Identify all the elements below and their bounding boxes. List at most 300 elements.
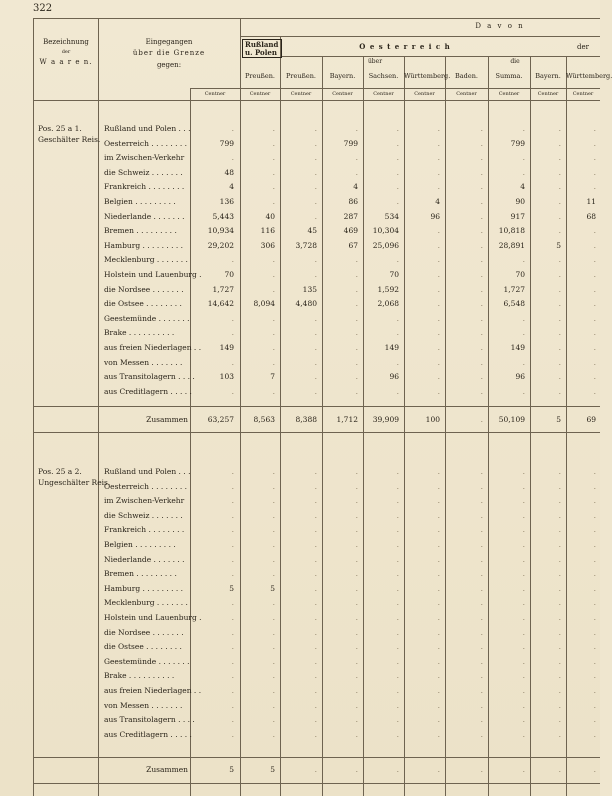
value-cell: .	[558, 540, 561, 549]
origin-label: Belgien . . . . . . . . .	[104, 197, 176, 206]
value-cell: 48	[224, 167, 234, 177]
value-cell: .	[522, 540, 525, 549]
total-label: Zusammen	[146, 765, 188, 774]
value-cell: .	[396, 583, 399, 593]
value-cell: 469	[343, 226, 358, 236]
total-cell: 63,257	[207, 415, 234, 424]
value-cell: .	[314, 496, 317, 506]
value-cell: 7	[270, 372, 275, 382]
origin-label: Hamburg . . . . . . . . .	[104, 240, 184, 250]
value-cell: .	[558, 182, 561, 192]
state-column-header: Württemberg.	[566, 72, 612, 80]
value-cell: .	[558, 211, 561, 221]
section-rule	[33, 432, 600, 433]
table-row	[0, 328, 600, 343]
origin-label: im Zwischen-Verkehr	[104, 496, 185, 506]
value-cell: .	[522, 729, 525, 739]
value-cell: .	[480, 481, 483, 491]
value-cell: .	[314, 386, 317, 396]
table-row	[0, 657, 600, 672]
origin-label: Niederlande . . . . . . .	[104, 211, 185, 221]
origin-label: die Schweiz . . . . . . .	[104, 510, 183, 520]
value-cell: .	[396, 613, 399, 622]
value-cell: .	[314, 583, 317, 593]
unit-label: Centner	[572, 91, 594, 97]
value-cell: .	[558, 686, 561, 695]
value-cell: .	[231, 255, 234, 265]
oesterreich-header: O e s t e r r e i c h	[359, 42, 451, 51]
value-cell: .	[437, 715, 440, 725]
unit-rule	[190, 88, 600, 89]
value-cell: .	[272, 386, 275, 396]
state-column-header: Summa.	[495, 72, 523, 80]
value-cell: .	[480, 313, 483, 323]
total-cell: 100	[425, 415, 440, 424]
table-row	[0, 598, 600, 613]
value-cell: .	[593, 138, 596, 148]
table-row	[0, 467, 600, 482]
value-cell: .	[480, 226, 483, 236]
table-row	[0, 285, 600, 300]
table-row	[0, 124, 600, 139]
value-cell: .	[314, 481, 317, 491]
value-cell: .	[593, 525, 596, 535]
value-cell: .	[558, 197, 561, 206]
value-cell: .	[480, 240, 483, 250]
value-cell: .	[437, 343, 440, 352]
value-cell: .	[593, 270, 596, 279]
value-cell: .	[437, 686, 440, 695]
value-cell: 149	[510, 343, 525, 352]
value-cell: .	[480, 583, 483, 593]
value-cell: .	[558, 372, 561, 382]
value-cell: .	[558, 642, 561, 652]
value-cell: .	[480, 328, 483, 338]
value-cell: .	[231, 540, 234, 549]
value-cell: .	[480, 270, 483, 279]
value-cell: .	[314, 270, 317, 279]
table-row	[0, 372, 600, 387]
value-cell: .	[558, 284, 561, 294]
value-cell: .	[480, 510, 483, 520]
section1-pos: Pos. 25 a 1.	[38, 124, 82, 133]
value-cell: .	[396, 510, 399, 520]
value-cell: .	[314, 182, 317, 192]
value-cell: .	[231, 467, 234, 476]
value-cell: .	[437, 386, 440, 396]
value-cell: .	[396, 124, 399, 133]
value-cell: .	[314, 255, 317, 265]
value-cell: .	[396, 167, 399, 177]
table-row	[0, 270, 600, 285]
table-row	[0, 613, 600, 628]
value-cell: .	[355, 642, 358, 652]
value-cell: .	[231, 598, 234, 608]
origin-label: Oesterreich . . . . . . . .	[104, 138, 188, 148]
value-cell: 25,096	[372, 240, 399, 250]
value-cell: .	[314, 540, 317, 549]
value-cell: .	[314, 569, 317, 579]
value-cell: .	[558, 328, 561, 338]
unit-label: Centner	[290, 91, 312, 97]
value-cell: .	[522, 715, 525, 725]
value-cell: .	[522, 569, 525, 579]
value-cell: .	[231, 386, 234, 396]
value-cell: 8,094	[253, 299, 275, 309]
value-cell: .	[522, 510, 525, 520]
value-cell: .	[272, 540, 275, 549]
value-cell: 5	[229, 583, 234, 593]
value-cell: 68	[586, 211, 596, 221]
value-cell: .	[522, 627, 525, 637]
value-cell: 6,548	[503, 299, 525, 309]
origin-label: aus Transitolagern . . . .	[104, 715, 195, 725]
value-cell: .	[355, 671, 358, 681]
value-cell: 4,480	[295, 299, 317, 309]
value-cell: .	[480, 386, 483, 396]
value-cell: .	[314, 313, 317, 323]
total-cell: .	[593, 765, 596, 774]
value-cell: .	[231, 124, 234, 133]
value-cell: .	[272, 182, 275, 192]
value-cell: .	[272, 700, 275, 710]
value-cell: .	[272, 197, 275, 206]
value-cell: .	[593, 313, 596, 323]
value-cell: .	[480, 153, 483, 163]
section2-title: Ungeschälter Reis.	[38, 477, 111, 487]
value-cell: .	[396, 525, 399, 535]
value-cell: .	[314, 343, 317, 352]
die-header: die	[510, 58, 520, 65]
value-cell: .	[593, 481, 596, 491]
value-cell: 1,727	[503, 284, 525, 294]
value-cell: .	[522, 613, 525, 622]
value-cell: .	[396, 328, 399, 338]
total-cell: 5	[556, 415, 561, 424]
value-cell: .	[272, 613, 275, 622]
value-cell: .	[480, 496, 483, 506]
value-cell: .	[396, 715, 399, 725]
value-cell: .	[314, 656, 317, 666]
value-cell: .	[314, 598, 317, 608]
origin-label: Niederlande . . . . . . .	[104, 554, 185, 564]
value-cell: .	[231, 627, 234, 637]
value-cell: .	[593, 598, 596, 608]
state-column-header: Baden.	[455, 72, 478, 80]
value-cell: .	[231, 686, 234, 695]
value-cell: .	[272, 598, 275, 608]
table-row	[0, 314, 600, 329]
value-cell: .	[522, 642, 525, 652]
value-cell: .	[593, 226, 596, 236]
value-cell: .	[437, 124, 440, 133]
value-cell: .	[480, 372, 483, 382]
origin-label: die Ostsee . . . . . . . .	[104, 299, 182, 309]
value-cell: .	[314, 671, 317, 681]
value-cell: .	[593, 284, 596, 294]
value-cell: .	[355, 569, 358, 579]
value-cell: 1,592	[377, 284, 399, 294]
value-cell: .	[437, 613, 440, 622]
value-cell: 4	[353, 182, 358, 192]
value-cell: 5	[556, 240, 561, 250]
value-cell: .	[355, 124, 358, 133]
value-cell: 799	[343, 138, 358, 148]
value-cell: .	[437, 700, 440, 710]
value-cell: .	[231, 729, 234, 739]
value-cell: .	[272, 627, 275, 637]
value-cell: .	[558, 496, 561, 506]
origin-label: die Schweiz . . . . . . .	[104, 167, 183, 177]
value-cell: .	[314, 510, 317, 520]
value-cell: .	[231, 554, 234, 564]
value-cell: .	[593, 255, 596, 265]
value-cell: .	[231, 328, 234, 338]
unit-label: Centner	[498, 91, 520, 97]
value-cell: .	[593, 182, 596, 192]
table-row	[0, 197, 600, 212]
state-column-header: Bayern.	[535, 72, 561, 80]
origin-label: Rußland und Polen . . .	[104, 467, 191, 476]
unit-label: Centner	[332, 91, 353, 97]
value-cell: .	[437, 656, 440, 666]
value-cell: .	[593, 357, 596, 367]
value-cell: .	[480, 554, 483, 564]
value-cell: .	[480, 138, 483, 148]
value-cell: .	[558, 671, 561, 681]
value-cell: .	[558, 313, 561, 323]
total-cell: 1,712	[336, 415, 358, 424]
value-cell: .	[272, 715, 275, 725]
value-cell: .	[593, 240, 596, 250]
value-cell: 14,642	[207, 299, 234, 309]
value-cell: 534	[384, 211, 399, 221]
value-cell: 70	[224, 270, 234, 279]
value-cell: 90	[515, 197, 525, 206]
value-cell: .	[314, 153, 317, 163]
value-cell: .	[480, 569, 483, 579]
davon-rule	[240, 36, 600, 37]
total-row	[0, 415, 600, 430]
value-cell: .	[355, 700, 358, 710]
value-cell: .	[558, 554, 561, 564]
value-cell: .	[314, 211, 317, 221]
origin-label: aus Creditlagern . . . . .	[104, 386, 192, 396]
table-row	[0, 212, 600, 227]
value-cell: .	[522, 496, 525, 506]
origin-label: Mecklenburg . . . . . . .	[104, 255, 188, 265]
unit-label: Centner	[373, 91, 394, 97]
value-cell: .	[272, 656, 275, 666]
value-cell: .	[314, 167, 317, 177]
header-rule	[33, 100, 600, 101]
goods-header-line: der	[61, 49, 71, 56]
value-cell: 96	[430, 211, 440, 221]
value-cell: .	[231, 525, 234, 535]
value-cell: .	[272, 510, 275, 520]
value-cell: 136	[219, 197, 234, 206]
value-cell: .	[396, 153, 399, 163]
value-cell: 5	[270, 583, 275, 593]
value-cell: .	[480, 642, 483, 652]
value-cell: .	[522, 255, 525, 265]
value-cell: .	[593, 613, 596, 622]
state-column-header: Sachsen.	[368, 72, 399, 80]
value-cell: .	[272, 357, 275, 367]
value-cell: .	[396, 598, 399, 608]
value-cell: .	[437, 481, 440, 491]
value-cell: .	[314, 124, 317, 133]
value-cell: .	[558, 510, 561, 520]
value-cell: 10,304	[372, 226, 399, 236]
value-cell: .	[558, 467, 561, 476]
table-row	[0, 686, 600, 701]
origin-label: Holstein und Lauenburg .	[104, 613, 202, 622]
value-cell: .	[558, 627, 561, 637]
unit-label: Centner	[537, 91, 559, 97]
table-row	[0, 255, 600, 270]
value-cell: .	[480, 182, 483, 192]
davon-header: D a v o n	[475, 22, 525, 30]
total-cell: .	[396, 765, 399, 774]
value-cell: .	[480, 211, 483, 221]
value-cell: .	[396, 197, 399, 206]
value-cell: .	[558, 525, 561, 535]
value-cell: .	[396, 729, 399, 739]
bottom-rule	[33, 783, 600, 784]
value-cell: .	[558, 729, 561, 739]
state-column-header: Bayern.	[329, 72, 356, 80]
value-cell: .	[355, 299, 358, 309]
table-row	[0, 343, 600, 358]
value-cell: 4	[435, 197, 440, 206]
value-cell: .	[314, 197, 317, 206]
table-row	[0, 642, 600, 657]
value-cell: .	[593, 328, 596, 338]
total-cell: .	[314, 765, 317, 774]
value-cell: .	[522, 153, 525, 163]
value-cell: 135	[302, 284, 317, 294]
value-cell: .	[272, 124, 275, 133]
value-cell: .	[396, 138, 399, 148]
value-cell: .	[314, 686, 317, 695]
unit-label: Centner	[414, 91, 435, 97]
value-cell: .	[480, 613, 483, 622]
table-row	[0, 730, 600, 745]
value-cell: .	[558, 569, 561, 579]
origin-label: aus freien Niederlagen . .	[104, 686, 202, 695]
value-cell: .	[593, 671, 596, 681]
value-cell: .	[593, 153, 596, 163]
value-cell: .	[522, 598, 525, 608]
table-row	[0, 525, 600, 540]
value-cell: .	[231, 481, 234, 491]
value-cell: 2,068	[377, 299, 399, 309]
value-cell: .	[272, 481, 275, 491]
value-cell: .	[437, 167, 440, 177]
value-cell: .	[272, 686, 275, 695]
value-cell: 917	[510, 211, 525, 221]
value-cell: .	[480, 540, 483, 549]
value-cell: .	[558, 343, 561, 352]
origin-label: im Zwischen-Verkehr	[104, 153, 185, 163]
value-cell: 28,891	[498, 240, 525, 250]
value-cell: .	[231, 671, 234, 681]
unit-label: Centner	[249, 91, 271, 97]
value-cell: .	[437, 328, 440, 338]
value-cell: .	[272, 496, 275, 506]
value-cell: .	[480, 729, 483, 739]
origin-label: von Messen . . . . . . .	[104, 357, 183, 367]
origin-label: Brake . . . . . . . . . .	[104, 671, 175, 681]
value-cell: 287	[343, 211, 358, 221]
value-cell: .	[355, 343, 358, 352]
value-cell: .	[231, 510, 234, 520]
value-cell: .	[437, 138, 440, 148]
value-cell: .	[593, 167, 596, 177]
value-cell: .	[480, 124, 483, 133]
value-cell: .	[396, 569, 399, 579]
total-rule-1	[33, 406, 600, 407]
value-cell: .	[314, 357, 317, 367]
value-cell: .	[437, 182, 440, 192]
table-row	[0, 569, 600, 584]
value-cell: .	[437, 240, 440, 250]
value-cell: .	[593, 540, 596, 549]
value-cell: .	[314, 467, 317, 476]
value-cell: .	[480, 656, 483, 666]
value-cell: .	[355, 481, 358, 491]
value-cell: .	[355, 613, 358, 622]
value-cell: .	[480, 715, 483, 725]
unit-label: Centner	[456, 91, 477, 97]
value-cell: .	[314, 715, 317, 725]
value-cell: 4	[520, 182, 525, 192]
total-cell: .	[437, 765, 440, 774]
table-row	[0, 153, 600, 168]
value-cell: .	[558, 270, 561, 279]
section2-pos: Pos. 25 a 2.	[38, 467, 82, 476]
total-cell: 5	[229, 765, 234, 774]
table-row	[0, 482, 600, 497]
value-cell: .	[355, 386, 358, 396]
table-row	[0, 628, 600, 643]
value-cell: 45	[307, 226, 317, 236]
value-cell: .	[593, 583, 596, 593]
value-cell: .	[355, 686, 358, 695]
goods-header	[34, 38, 98, 67]
value-cell: 306	[260, 240, 275, 250]
origin-label: Bremen . . . . . . . . .	[104, 569, 177, 579]
value-cell: .	[480, 700, 483, 710]
value-cell: 799	[510, 138, 525, 148]
value-cell: .	[593, 299, 596, 309]
value-cell: .	[396, 386, 399, 396]
value-cell: .	[437, 255, 440, 265]
value-cell: .	[437, 583, 440, 593]
value-cell: .	[231, 715, 234, 725]
value-cell: .	[593, 467, 596, 476]
value-cell: .	[593, 386, 596, 396]
border-header-line: über die Grenze	[132, 49, 206, 58]
value-cell: 70	[389, 270, 399, 279]
value-cell: .	[355, 715, 358, 725]
origin-label: aus Creditlagern . . . . .	[104, 729, 192, 739]
value-cell: .	[355, 627, 358, 637]
border-header-line: gegen:	[156, 60, 182, 69]
value-cell: .	[314, 729, 317, 739]
table-row	[0, 671, 600, 686]
